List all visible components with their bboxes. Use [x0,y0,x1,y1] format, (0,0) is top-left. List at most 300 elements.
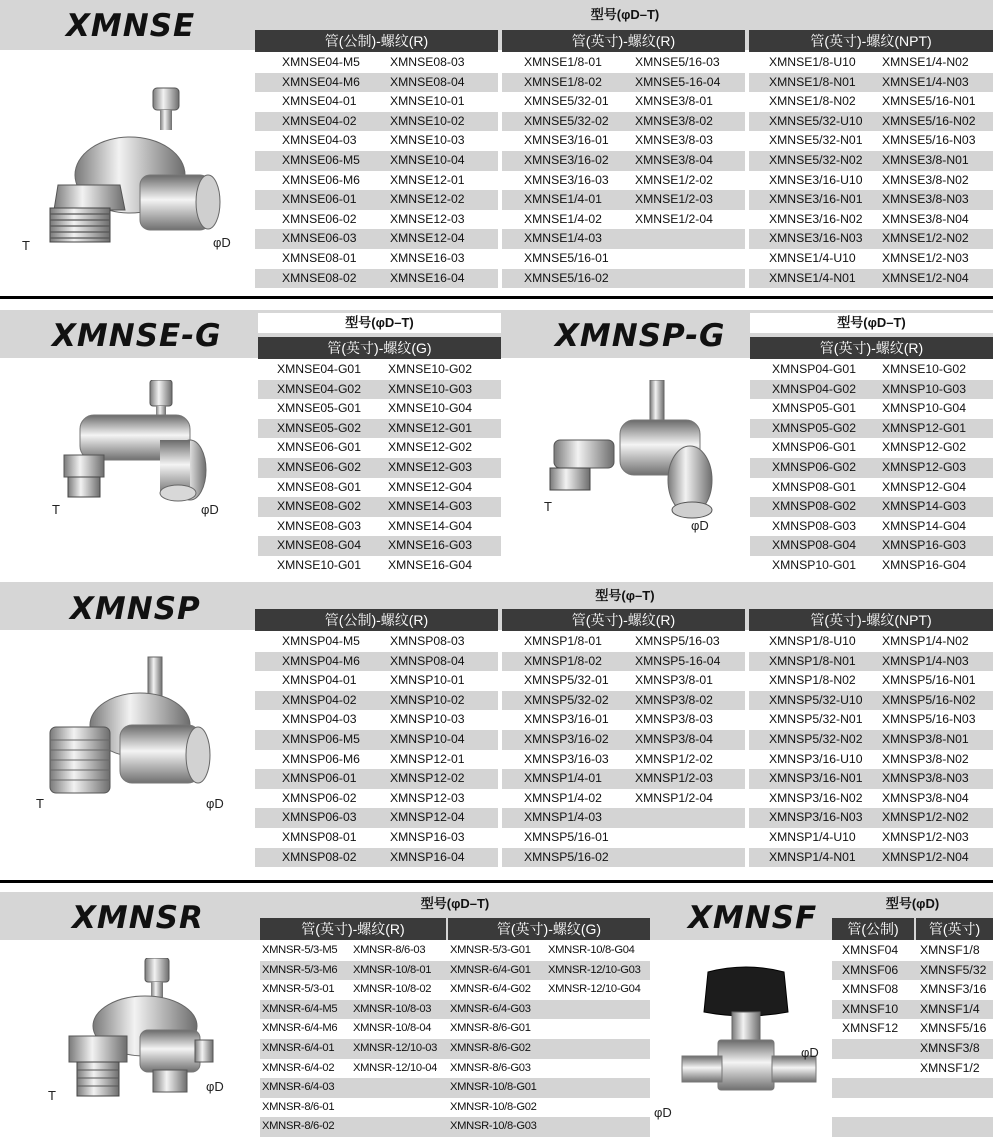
column-header: 管(英寸)-螺纹(R) [260,918,446,940]
table-row [832,1059,916,1079]
model-number: XMNSE10-02 [390,113,465,128]
model-number: XMNSR-12/10-04 [353,1061,438,1074]
table-row [749,210,993,230]
table-row [749,229,993,249]
model-number: XMNSP05-G02 [772,420,856,435]
table-row [749,249,993,269]
model-number: XMNSE06-G01 [277,440,361,455]
model-number: XMNSP5/16-N01 [882,673,976,688]
table-row [916,1019,993,1039]
table-row [255,210,498,230]
table-row [832,941,916,961]
model-number: XMNSF08 [842,982,899,997]
model-number: XMNSP1/2-02 [635,751,713,766]
model-number: XMNSR-6/4-G01 [450,963,531,976]
model-number: XMNSP08-G03 [772,518,856,533]
table-row [916,1000,993,1020]
model-number: XMNSR-5/3-M6 [262,963,338,976]
table-row [258,497,501,517]
model-number: XMNSE10-03 [390,133,465,148]
model-number: XMNSF1/8 [920,943,980,957]
model-number: XMNSE3/8-01 [635,94,713,109]
model-number: XMNSP08-G04 [772,538,856,553]
table-row [749,789,993,809]
model-number: XMNSF04 [842,943,899,957]
model-number: XMNSP1/2-N02 [882,810,969,825]
column-header: 管(英寸)-螺纹(R) [750,337,993,359]
model-number: XMNSP3/16-N02 [769,790,863,805]
table-row [749,112,993,132]
table-row [255,249,498,269]
model-number: XMNSP1/4-03 [524,810,602,825]
model-number: XMNSE1/8-N01 [769,74,856,89]
model-number: XMNSP12-G02 [882,440,966,455]
table-row [260,980,448,1000]
model-number: XMNSE1/4-N03 [882,74,969,89]
model-number: XMNSE10-G01 [277,557,361,572]
table-row [750,419,993,439]
model-number: XMNSP12-G04 [882,479,966,494]
model-number: XMNSE16-G04 [388,557,472,572]
model-number: XMNSP10-G01 [772,557,856,572]
model-number: XMNSP04-G02 [772,381,856,396]
table-row [255,131,498,151]
table-row [260,1078,448,1098]
model-number: XMNSP1/8-N02 [769,673,856,688]
table-row [448,1078,650,1098]
diameter-label: φD [801,1045,819,1060]
table-row [448,1039,650,1059]
model-number: XMNSE5/16-02 [524,270,609,285]
model-number: XMNSE10-G02 [388,362,472,376]
table-row [502,652,745,672]
model-number: XMNSP5/32-N02 [769,731,863,746]
table-row [502,229,745,249]
model-number: XMNSE5/32-U10 [769,113,863,128]
table-row [502,750,745,770]
model-number: XMNSE12-G01 [388,420,472,435]
model-list [255,53,498,288]
model-number: XMNSP1/8-02 [524,653,602,668]
table-row [260,1039,448,1059]
table-row [502,671,745,691]
model-number: XMNSP1/4-02 [524,790,602,805]
model-number: XMNSP5/16-02 [524,849,609,864]
table-row [258,380,501,400]
table-row [750,497,993,517]
model-number: XMNSP3/8-N03 [882,771,969,786]
model-number: XMNSP06-M5 [282,731,360,746]
table-row [832,1078,916,1098]
model-number: XMNSF3/16 [920,982,987,997]
model-number: XMNSR-10/8-G01 [450,1081,537,1094]
table-row [448,1000,650,1020]
model-number: XMNSP04-M5 [282,634,360,648]
model-number: XMNSP3/8-04 [635,731,713,746]
table-row [260,961,448,981]
table-row [750,380,993,400]
model-number: XMNSE1/2-02 [635,172,713,187]
table-row [502,769,745,789]
model-number: XMNSP10-02 [390,692,465,707]
table-row [258,419,501,439]
table-row [832,1117,916,1137]
table-row [502,171,745,191]
section-divider [0,296,993,299]
model-number: XMNSP06-02 [282,790,357,805]
model-number: XMNSE10-01 [390,94,465,109]
table-row [255,190,498,210]
model-number: XMNSE16-03 [390,250,465,265]
model-number: XMNSP12-02 [390,771,465,786]
table-row [502,190,745,210]
table-row [916,1117,993,1137]
table-row [258,517,501,537]
model-number: XMNSE5-16-04 [635,74,721,89]
model-number: XMNSP1/4-N03 [882,653,969,668]
model-number: XMNSE12-02 [390,192,465,207]
model-number: XMNSR-10/8-G03 [450,1120,537,1133]
model-number: XMNSR-5/3-01 [262,983,335,996]
diameter-label: φD [691,518,709,533]
model-number: XMNSE1/2-04 [635,211,713,226]
model-list [255,632,498,867]
table-row [502,691,745,711]
table-row [502,710,745,730]
model-number: XMNSE5/32-02 [524,113,609,128]
model-number: XMNSE16-G03 [388,538,472,553]
model-number: XMNSP04-02 [282,692,357,707]
model-number: XMNSE5/32-N02 [769,152,863,167]
table-row [750,536,993,556]
model-number: XMNSR-10/8-04 [353,1022,432,1035]
table-row [448,1019,650,1039]
model-number: XMNSE08-02 [282,270,357,285]
model-number: XMNSP04-M6 [282,653,360,668]
model-number: XMNSR-8/6-G02 [450,1041,531,1054]
table-row [749,828,993,848]
table-row [502,53,745,73]
model-number: XMNSE5/16-N01 [882,94,976,109]
table-row [502,848,745,868]
model-number: XMNSE05-G02 [277,420,361,435]
model-number: XMNSP1/2-03 [635,771,713,786]
thread-label: T [544,499,552,514]
diameter-label: φD [213,235,231,250]
table-row [749,769,993,789]
table-row [260,1019,448,1039]
model-number: XMNSP5/16-03 [635,634,720,648]
column-header: 管(英寸) [916,918,993,940]
model-number: XMNSE14-G03 [388,499,472,514]
table-row [749,632,993,652]
thread-label: T [36,796,44,811]
model-number: XMNSR-10/8-G02 [450,1100,537,1113]
model-number: XMNSE5/16-N02 [882,113,976,128]
table-row [916,1098,993,1118]
model-number: XMNSP16-04 [390,849,465,864]
model-number: XMNSE04-M5 [282,55,360,69]
table-row [448,1098,650,1118]
table-row [255,730,498,750]
table-row [502,632,745,652]
table-title: 型号(φ–T) [595,588,655,603]
model-number: XMNSE1/8-01 [524,55,602,69]
column-header: 管(公制)-螺纹(R) [255,609,498,631]
model-number: XMNSP06-M6 [282,751,360,766]
model-number: XMNSR-8/6-01 [262,1100,335,1113]
table-row [749,171,993,191]
model-number: XMNSP3/16-U10 [769,751,863,766]
model-number: XMNSP5/32-N01 [769,712,863,727]
model-number: XMNSE1/8-02 [524,74,602,89]
table-row [255,828,498,848]
table-row [255,671,498,691]
model-number: XMNSF12 [842,1021,899,1036]
table-row [502,151,745,171]
model-number: XMNSP3/8-03 [635,712,713,727]
model-list [260,941,448,1137]
model-number: XMNSP5/16-N03 [882,712,976,727]
model-number: XMNSE05-G01 [277,401,361,416]
model-number: XMNSE3/8-N02 [882,172,969,187]
table-row [255,808,498,828]
model-number: XMNSE06-M6 [282,172,360,187]
model-number: XMNSP08-02 [282,849,357,864]
model-number: XMNSE3/8-N01 [882,152,969,167]
fitting-photo [20,80,240,250]
table-row [749,671,993,691]
table-row [502,73,745,93]
model-number: XMNSE3/8-02 [635,113,713,128]
model-number: XMNSP5/16-N02 [882,692,976,707]
table-row [749,808,993,828]
model-number: XMNSP04-01 [282,673,357,688]
model-number: XMNSP06-G01 [772,440,856,455]
model-number: XMNSF10 [842,1001,899,1016]
model-number: XMNSR-6/4-01 [262,1041,335,1054]
model-number: XMNSE10-04 [390,152,465,167]
table-row [749,73,993,93]
model-number: XMNSE5/32-N01 [769,133,863,148]
table-row [749,92,993,112]
model-number: XMNSF5/16 [920,1021,987,1036]
fitting-photo [540,380,730,520]
model-number: XMNSE10-G04 [388,401,472,416]
model-number: XMNSE06-01 [282,192,357,207]
table-row [750,517,993,537]
table-row [502,92,745,112]
table-row [258,399,501,419]
diameter-label: φD [206,1079,224,1094]
model-number: XMNSE08-G01 [277,479,361,494]
model-number: XMNSP5/32-U10 [769,692,863,707]
model-title: XMNSE [66,8,196,44]
table-row [255,691,498,711]
model-number: XMNSR-12/10-G04 [548,983,641,996]
model-number: XMNSE08-03 [390,55,465,69]
model-number: XMNSE06-G02 [277,459,361,474]
model-number: XMNSP10-01 [390,673,465,688]
model-number: XMNSE1/8-U10 [769,55,856,69]
model-number: XMNSP08-G01 [772,479,856,494]
table-row [502,808,745,828]
table-title: 型号(φD–T) [590,7,660,22]
model-list [749,632,993,867]
table-row [255,789,498,809]
model-number: XMNSE3/16-01 [524,133,609,148]
table-row [255,53,498,73]
model-number: XMNSP12-04 [390,810,465,825]
table-row [502,210,745,230]
model-number: XMNSR-5/3-G01 [450,944,531,956]
model-list [502,53,745,288]
table-row [255,73,498,93]
model-number: XMNSP08-04 [390,653,465,668]
model-number: XMNSR-5/3-M5 [262,944,338,956]
model-number: XMNSE1/8-N02 [769,94,856,109]
model-number: XMNSP3/16-02 [524,731,609,746]
table-row [832,1000,916,1020]
model-number: XMNSE3/16-N01 [769,192,863,207]
table-row [258,458,501,478]
model-number: XMNSP1/8-N01 [769,653,856,668]
model-number: XMNSR-8/6-02 [262,1120,335,1133]
model-number: XMNSE04-03 [282,133,357,148]
table-row [749,151,993,171]
model-number: XMNSP04-03 [282,712,357,727]
model-number: XMNSP3/8-02 [635,692,713,707]
table-row [502,269,745,289]
table-row [258,556,501,576]
column-header: 管(公制)-螺纹(R) [255,30,498,52]
model-number: XMNSF1/2 [920,1060,980,1075]
model-number: XMNSR-8/6-03 [353,944,426,956]
model-number: XMNSP10-G03 [882,381,966,396]
table-row [502,730,745,750]
model-title: XMNSP-G [555,318,726,354]
model-number: XMNSE12-04 [390,231,465,246]
table-row [448,941,650,961]
table-row [832,961,916,981]
model-number: XMNSF1/4 [920,1001,980,1016]
model-number: XMNSP08-03 [390,634,465,648]
table-row [750,478,993,498]
model-number: XMNSP1/8-U10 [769,634,856,648]
model-number: XMNSR-6/4-G02 [450,983,531,996]
model-number: XMNSE3/16-02 [524,152,609,167]
model-number: XMNSP1/2-04 [635,790,713,805]
model-number: XMNSE5/16-N03 [882,133,976,148]
model-number: XMNSR-6/4-M5 [262,1002,338,1015]
fitting-photo [50,380,220,510]
table-row [916,1078,993,1098]
model-number: XMNSE12-03 [390,211,465,226]
model-number: XMNSF06 [842,962,899,977]
table-row [448,1117,650,1137]
diameter-label: φD [201,502,219,517]
column-header: 管(英寸)-螺纹(R) [502,609,745,631]
model-number: XMNSE1/4-01 [524,192,602,207]
table-row [749,131,993,151]
table-row [448,961,650,981]
model-number: XMNSE08-G04 [277,538,361,553]
model-list [750,360,993,576]
model-number: XMNSE06-03 [282,231,357,246]
model-number: XMNSF5/32 [920,962,987,977]
model-number: XMNSE1/4-N01 [769,270,856,285]
table-row [832,1019,916,1039]
model-number: XMNSE1/2-N02 [882,231,969,246]
table-row [448,980,650,1000]
table-row [258,360,501,380]
fitting-photo [55,958,230,1108]
thread-label: T [48,1088,56,1103]
table-row [255,269,498,289]
model-number: XMNSE5/16-03 [635,55,720,69]
table-row [255,229,498,249]
model-title: XMNSP [70,591,201,627]
table-row [255,112,498,132]
model-number: XMNSP3/16-03 [524,751,609,766]
model-title: XMNSF [688,900,818,936]
table-row [916,941,993,961]
model-number: XMNSE08-04 [390,74,465,89]
table-row [255,171,498,191]
model-number: XMNSP1/4-N02 [882,634,969,648]
model-number: XMNSP5/32-02 [524,692,609,707]
column-header: 管(英寸)-螺纹(NPT) [749,30,993,52]
table-row [916,961,993,981]
model-number: XMNSF3/8 [920,1040,980,1055]
model-number: XMNSE08-G03 [277,518,361,533]
table-row [502,112,745,132]
table-row [255,710,498,730]
table-row [749,652,993,672]
model-number: XMNSP05-G01 [772,401,856,416]
model-number: XMNSR-10/8-02 [353,983,432,996]
model-number: XMNSE04-G02 [277,381,361,396]
model-number: XMNSE3/8-03 [635,133,713,148]
table-title: 型号(φD–T) [750,313,993,333]
table-row [916,980,993,1000]
table-row [502,131,745,151]
diameter-label: φD [206,796,224,811]
model-number: XMNSE1/2-N03 [882,250,969,265]
table-row [260,1000,448,1020]
table-row [750,399,993,419]
model-number: XMNSP1/2-N03 [882,829,969,844]
section-divider [0,880,993,883]
table-row [750,458,993,478]
model-list [258,360,501,576]
table-row [832,980,916,1000]
table-row [260,1059,448,1079]
model-number: XMNSE3/16-N02 [769,211,863,226]
model-number: XMNSP12-01 [390,751,465,766]
model-number: XMNSE12-G04 [388,479,472,494]
model-number: XMNSP1/2-N04 [882,849,969,864]
table-row [916,1059,993,1079]
table-row [832,1039,916,1059]
column-header: 管(英寸)-螺纹(G) [448,918,650,940]
table-row [255,848,498,868]
model-number: XMNSP12-G03 [882,459,966,474]
model-number: XMNSP04-G01 [772,362,856,376]
model-number: XMNSP5-16-04 [635,653,721,668]
table-row [749,750,993,770]
fitting-photo [40,655,220,805]
